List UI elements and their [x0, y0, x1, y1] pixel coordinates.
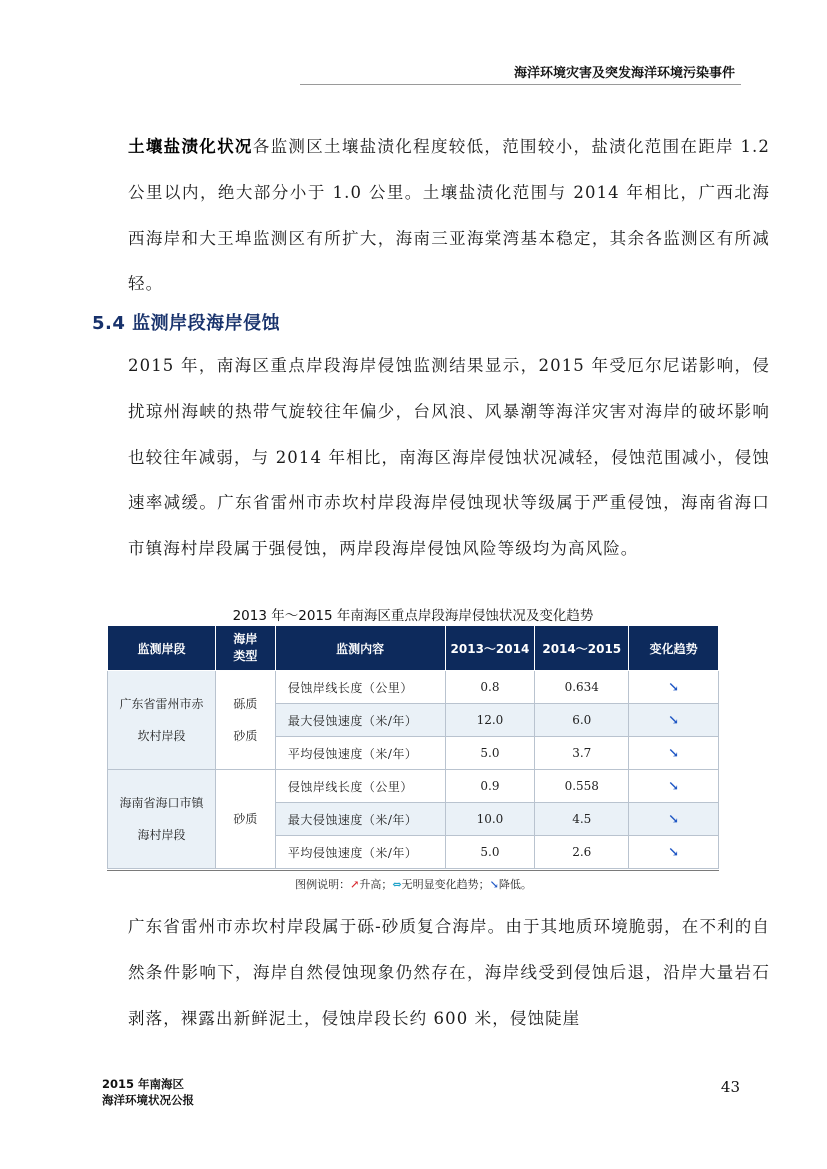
- header-coast-type: [215, 626, 275, 671]
- value-cell: 4.5: [535, 803, 629, 836]
- trend-cell: [629, 803, 719, 836]
- station-cell: [108, 770, 216, 869]
- legend-up-text: 升高；: [359, 878, 393, 891]
- running-header-title: 海洋环境灾害及突发海洋环境污染事件: [513, 66, 735, 81]
- value-cell: 0.9: [445, 770, 535, 803]
- trend-down-icon: ↘: [668, 745, 680, 761]
- value-cell: 6.0: [535, 704, 629, 737]
- section-heading: 5.4 监测岸段海岸侵蚀: [92, 313, 281, 334]
- value-cell: 0.634: [535, 671, 629, 704]
- content-cell: 平均侵蚀速度（米/年）: [275, 737, 445, 770]
- trend-cell: [629, 671, 719, 704]
- trend-down-icon: ↘: [668, 679, 680, 695]
- header-divider: [300, 84, 741, 85]
- trend-down-icon: ↘: [489, 878, 499, 891]
- trend-cell: [629, 737, 719, 770]
- trend-up-icon: ↗: [350, 878, 360, 891]
- trend-cell: [629, 836, 719, 869]
- table-row: [108, 671, 719, 704]
- trend-cell: [629, 704, 719, 737]
- value-cell: 2.6: [535, 836, 629, 869]
- station-name: 海南省海口市镇海村岸段: [119, 796, 204, 842]
- coast-type-text: 砾质砂质: [233, 697, 258, 743]
- content-cell: 侵蚀岸线长度（公里）: [275, 671, 445, 704]
- value-cell: 10.0: [445, 803, 535, 836]
- legend-divider: [107, 870, 719, 871]
- coast-type-cell: [215, 770, 275, 869]
- trend-down-icon: ↘: [668, 811, 680, 827]
- header-period-2: 2014～2015: [535, 626, 629, 671]
- salinization-lead: 土壤盐渍化状况: [128, 137, 253, 156]
- value-cell: 5.0: [445, 737, 535, 770]
- footer-line-1: 2015 年南海区: [102, 1077, 185, 1091]
- salinization-body: 各监测区土壤盐渍化程度较低，范围较小，盐渍化范围在距岸 1.2 公里以内，绝大部分小于 1.0 公里。土壤盐渍化范围与 2014 年相比，广西北海西海岸和大王埠监测区有所扩大，海南三亚海棠湾基本稳定，其余各监测区有所减轻。: [128, 137, 770, 294]
- value-cell: 0.558: [535, 770, 629, 803]
- station-name: 广东省雷州市赤坎村岸段: [119, 697, 204, 743]
- coast-type-cell: [215, 671, 275, 770]
- content-cell: 最大侵蚀速度（米/年）: [275, 803, 445, 836]
- header-content: 监测内容: [275, 626, 445, 671]
- header-period-1: 2013～2014: [445, 626, 535, 671]
- value-cell: 3.7: [535, 737, 629, 770]
- station-cell: [108, 671, 216, 770]
- header-station: 监测岸段: [108, 626, 216, 671]
- table-legend: [0, 876, 827, 892]
- table-row: [108, 770, 719, 803]
- legend-down-text: 降低。: [498, 878, 532, 891]
- legend-flat-text: 无明显变化趋势；: [401, 878, 490, 891]
- erosion-table: [107, 625, 719, 869]
- value-cell: 12.0: [445, 704, 535, 737]
- trend-cell: [629, 770, 719, 803]
- header-coast-type-text: 海岸类型: [233, 632, 258, 663]
- value-cell: 5.0: [445, 836, 535, 869]
- footer-report-title: [102, 1076, 194, 1108]
- trend-flat-icon: ⇔: [392, 878, 402, 891]
- chikan-paragraph: 广东省雷州市赤坎村岸段属于砾-砂质复合海岸。由于其地质环境脆弱，在不利的自然条件影响下，海岸自然侵蚀现象仍然存在，海岸线受到侵蚀后退，沿岸大量岩石剥落，裸露出新鲜泥土，侵蚀岸段长约 600 米，侵蚀陡崖: [128, 917, 770, 1028]
- value-cell: 0.8: [445, 671, 535, 704]
- page-number: 43: [720, 1078, 740, 1096]
- coast-type-text: 砂质: [233, 812, 258, 826]
- erosion-intro-paragraph: 2015 年，南海区重点岸段海岸侵蚀监测结果显示，2015 年受厄尔尼诺影响，侵扰琼州海峡的热带气旋较往年偏少，台风浪、风暴潮等海洋灾害对海岸的破坏影响也较往年减弱，与 2014 年相比，南海区海岸侵蚀状况减轻，侵蚀范围减小，侵蚀速率减缓。广东省雷州市赤坎村岸段海岸侵蚀现状等级属于严重侵蚀，海南省海口市镇海村岸段属于强侵蚀，两岸段海岸侵蚀风险等级均为高风险。: [128, 356, 770, 559]
- table-caption: 2013 年～2015 年南海区重点岸段海岸侵蚀状况及变化趋势: [232, 608, 594, 624]
- trend-down-icon: ↘: [668, 844, 680, 860]
- table-header-row: [108, 626, 719, 671]
- trend-down-icon: ↘: [668, 712, 680, 728]
- content-cell: 侵蚀岸线长度（公里）: [275, 770, 445, 803]
- footer-line-2: 海洋环境状况公报: [102, 1093, 194, 1107]
- content-cell: 最大侵蚀速度（米/年）: [275, 704, 445, 737]
- trend-down-icon: ↘: [668, 778, 680, 794]
- legend-prefix: 图例说明：: [295, 878, 351, 891]
- content-cell: 平均侵蚀速度（米/年）: [275, 836, 445, 869]
- header-trend: 变化趋势: [629, 626, 719, 671]
- salinization-paragraph: [92, 124, 770, 307]
